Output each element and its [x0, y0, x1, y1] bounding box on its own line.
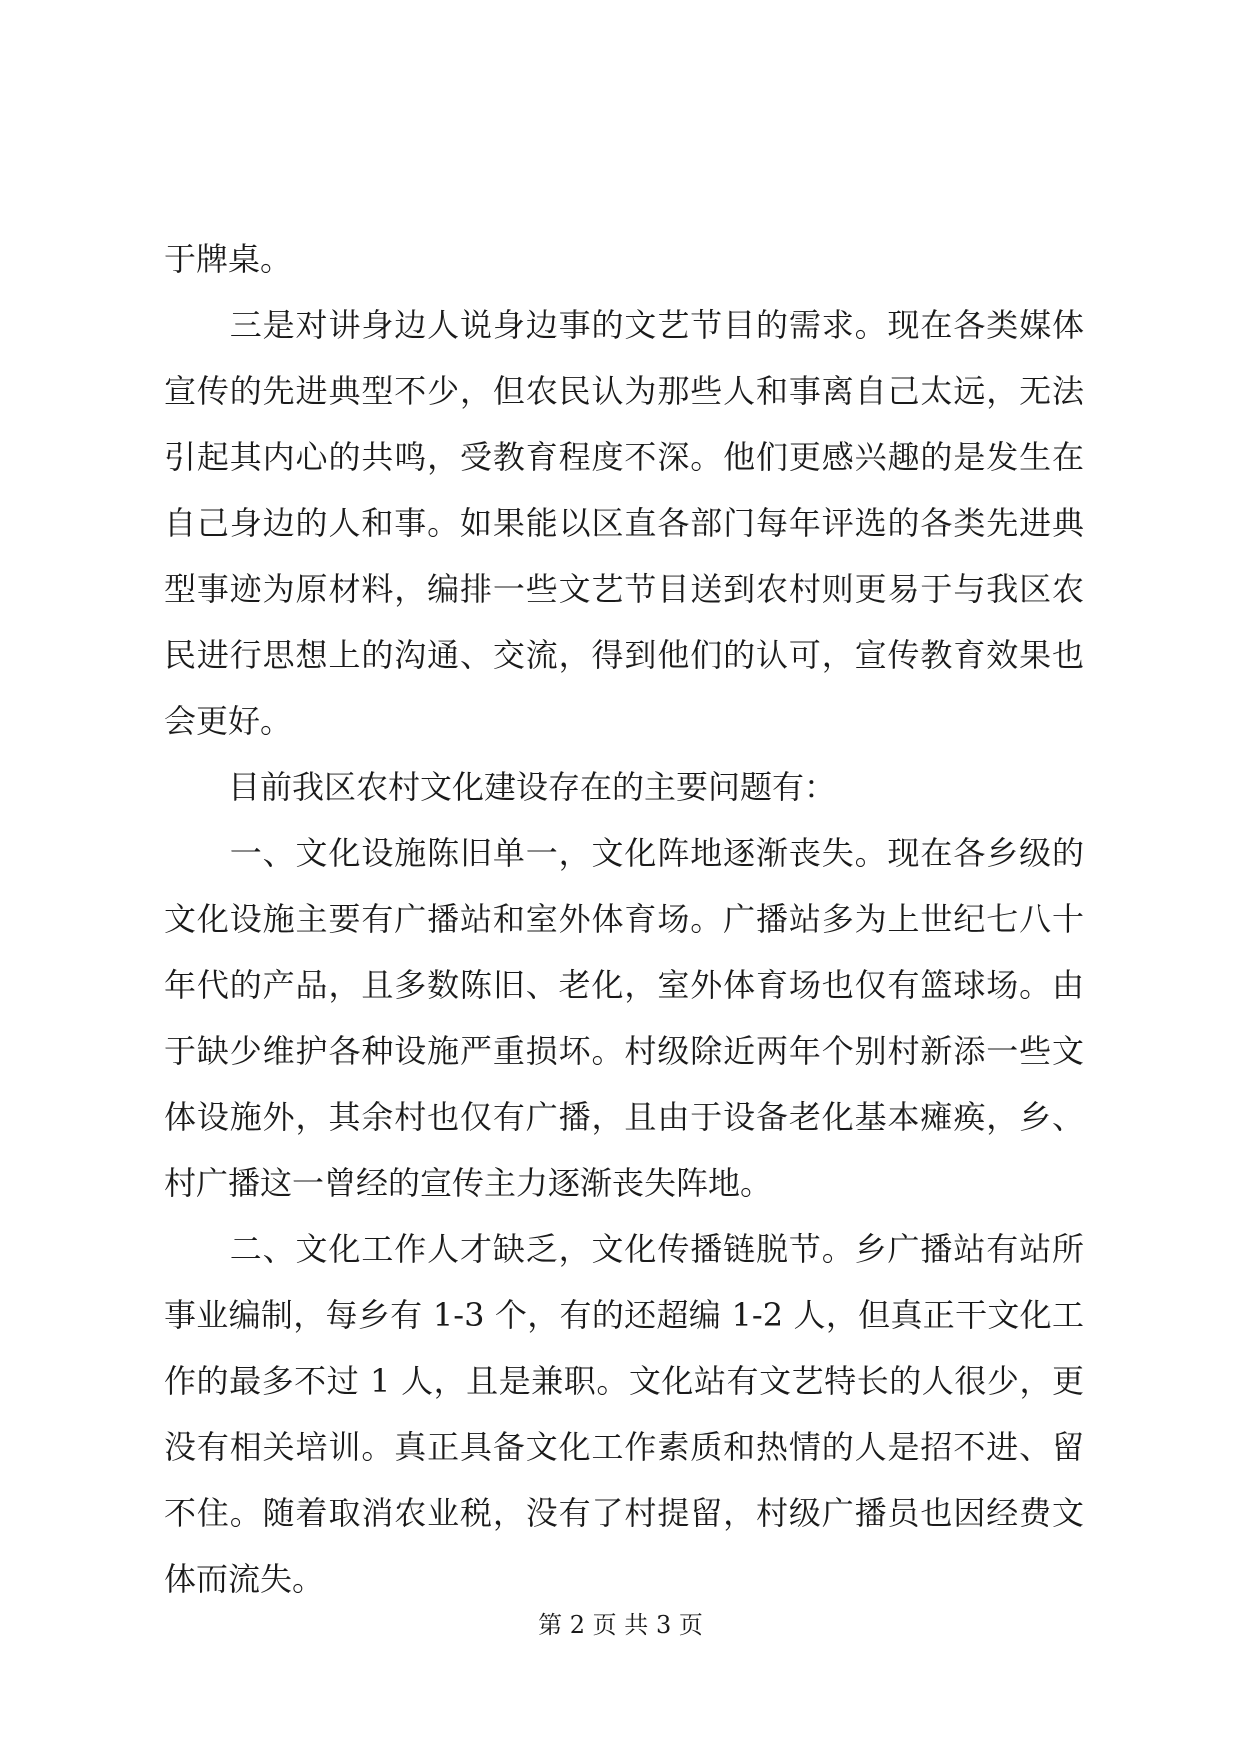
- text-line: 引起其内心的共鸣，受教育程度不深。他们更感兴趣的是发生在: [164, 438, 1084, 476]
- text-line: 村广播这一曾经的宣传主力逐渐丧失阵地。: [164, 1164, 773, 1202]
- text-line: 体设施外，其余村也仅有广播，且由于设备老化基本瘫痪，乡、: [164, 1098, 1084, 1136]
- text-line: 于牌桌。: [164, 240, 293, 278]
- text-line: 文化设施主要有广播站和室外体育场。广播站多为上世纪七八十: [164, 900, 1084, 938]
- text-line: 于缺少维护各种设施严重损坏。村级除近两年个别村新添一些文: [164, 1032, 1084, 1070]
- text-line: 年代的产品，且多数陈旧、老化，室外体育场也仅有篮球场。由: [164, 966, 1084, 1004]
- text-line: 体而流失。: [164, 1560, 325, 1598]
- page-number-footer: 第 2 页 共 3 页: [538, 1611, 703, 1639]
- text-line: 会更好。: [164, 702, 293, 740]
- body-text: [164, 226, 1084, 1612]
- text-line: 事业编制，每乡有 1-3 个，有的还超编 1-2 人，但真正干文化工: [164, 1296, 1084, 1334]
- text-line: 三是对讲身边人说身边事的文艺节目的需求。现在各类媒体: [164, 306, 1084, 344]
- text-line: 作的最多不过 1 人，且是兼职。文化站有文艺特长的人很少，更: [164, 1362, 1084, 1400]
- text-line: 自己身边的人和事。如果能以区直各部门每年评选的各类先进典: [164, 504, 1084, 542]
- text-line: 没有相关培训。真正具备文化工作素质和热情的人是招不进、留: [164, 1428, 1084, 1466]
- text-line: 一、文化设施陈旧单一，文化阵地逐渐丧失。现在各乡级的: [164, 834, 1084, 872]
- text-line: 民进行思想上的沟通、交流，得到他们的认可，宣传教育效果也: [164, 636, 1084, 674]
- text-line: 二、文化工作人才缺乏，文化传播链脱节。乡广播站有站所: [164, 1230, 1084, 1268]
- text-line: 目前我区农村文化建设存在的主要问题有：: [164, 768, 837, 806]
- text-line: 型事迹为原材料，编排一些文艺节目送到农村则更易于与我区农: [164, 570, 1084, 608]
- text-line: 宣传的先进典型不少，但农民认为那些人和事离自己太远，无法: [164, 372, 1084, 410]
- text-line: 不住。随着取消农业税，没有了村提留，村级广播员也因经费文: [164, 1494, 1084, 1532]
